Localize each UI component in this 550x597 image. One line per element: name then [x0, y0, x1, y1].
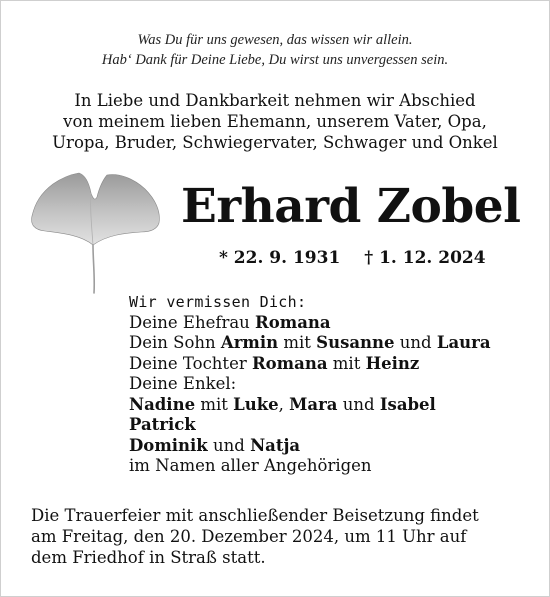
grandchildren-line-2: Patrick [129, 415, 196, 434]
survivors-closing: im Namen aller Angehörigen [129, 456, 372, 475]
funeral-line-1: Die Trauerfeier mit anschließender Beisetzung findet [31, 506, 479, 525]
poem-verse [1, 30, 549, 70]
intro-line-1: In Liebe und Dankbarkeit nehmen wir Abschied [74, 91, 476, 110]
grandchildren-line-3: Dominik und Natja [129, 435, 301, 455]
deceased-name: Erhard Zobel [181, 179, 521, 234]
poem-line-1: Was Du für uns gewesen, das wissen wir allein. [137, 32, 413, 48]
funeral-info [31, 505, 479, 568]
survivor-wife: Deine Ehefrau Romana [129, 312, 331, 332]
poem-line-2: Hab‘ Dank für Deine Liebe, Du wirst uns unvergessen sein. [101, 52, 449, 68]
funeral-line-3: dem Friedhof in Straß statt. [31, 548, 266, 567]
intro-line-3: Uropa, Bruder, Schwiegervater, Schwager und Onkel [52, 133, 498, 152]
ginkgo-leaf-icon [27, 169, 167, 304]
birth-date: * 22. 9. 1931 [219, 248, 341, 268]
survivor-daughter: Deine Tochter Romana mit Heinz [129, 353, 420, 373]
funeral-line-2: am Freitag, den 20. Dezember 2024, um 11 Uhr auf [31, 527, 467, 546]
survivors-list [129, 292, 491, 477]
intro-line-2: von meinem lieben Ehemann, unserem Vater, Opa, [63, 112, 487, 131]
grandchildren-line-1: Nadine mit Luke, Mara und Isabel [129, 394, 436, 414]
intro-text [1, 90, 549, 153]
life-dates [219, 247, 486, 269]
grandchildren-label: Deine Enkel: [129, 374, 237, 393]
survivors-heading: Wir vermissen Dich: [129, 293, 307, 311]
death-date: † 1. 12. 2024 [364, 248, 486, 268]
survivor-son: Dein Sohn Armin mit Susanne und Laura [129, 333, 491, 352]
